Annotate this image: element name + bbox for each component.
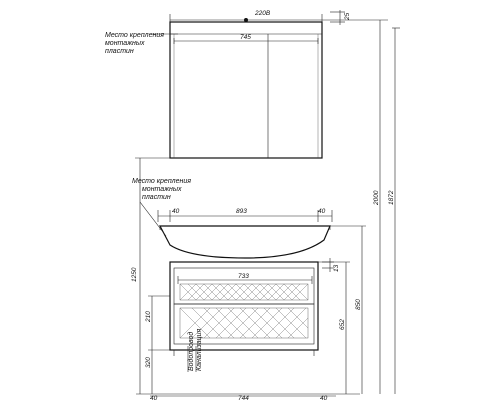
sink-right-dim: 40 [318, 208, 326, 215]
right-dimensions [318, 20, 400, 394]
mount-label-mid-2: монтажных [142, 186, 182, 193]
overall-height-dim: 2000 [373, 190, 380, 205]
bottom-right-dim: 40 [320, 395, 328, 400]
sewage-label: Канализация [196, 328, 203, 371]
mount-height-dim: 1250 [131, 267, 138, 282]
power-label: 220В [255, 10, 271, 17]
top-offset-dim: 25 [344, 12, 351, 20]
drawer-top-pattern [180, 284, 308, 300]
drawer-gap-dim: 13 [333, 264, 340, 272]
sink-top-height-dim: 850 [355, 299, 362, 310]
bottom-dimensions [150, 395, 336, 400]
mirror-cabinet-body [170, 22, 322, 158]
drawer-height-dim: 210 [145, 311, 152, 322]
mount-label-top-1: Место крепления [105, 32, 165, 39]
sink-width-dim: 893 [236, 208, 247, 215]
mirror-cabinet [105, 10, 351, 158]
water-supply-label: Водопровод [188, 331, 195, 371]
cabinet-width-dim: 745 [240, 34, 251, 41]
mount-label-mid-1: Место крепления [132, 178, 192, 185]
sink-left-dim: 40 [172, 208, 180, 215]
bottom-width-dim: 744 [238, 395, 249, 400]
vanity-width-dim: 733 [238, 273, 249, 280]
bottom-left-dim: 40 [150, 395, 158, 400]
mount-label-mid-3: пластин [142, 194, 171, 201]
sink-basin [160, 226, 330, 258]
mount-label-top-2: монтажных [105, 40, 145, 47]
mirror-top-height-dim: 1872 [388, 190, 395, 205]
vanity-unit [132, 178, 340, 372]
body-height-dim: 652 [339, 319, 346, 330]
floor-clearance-dim: 320 [145, 357, 152, 368]
mount-label-top-3: пластин [105, 48, 134, 55]
